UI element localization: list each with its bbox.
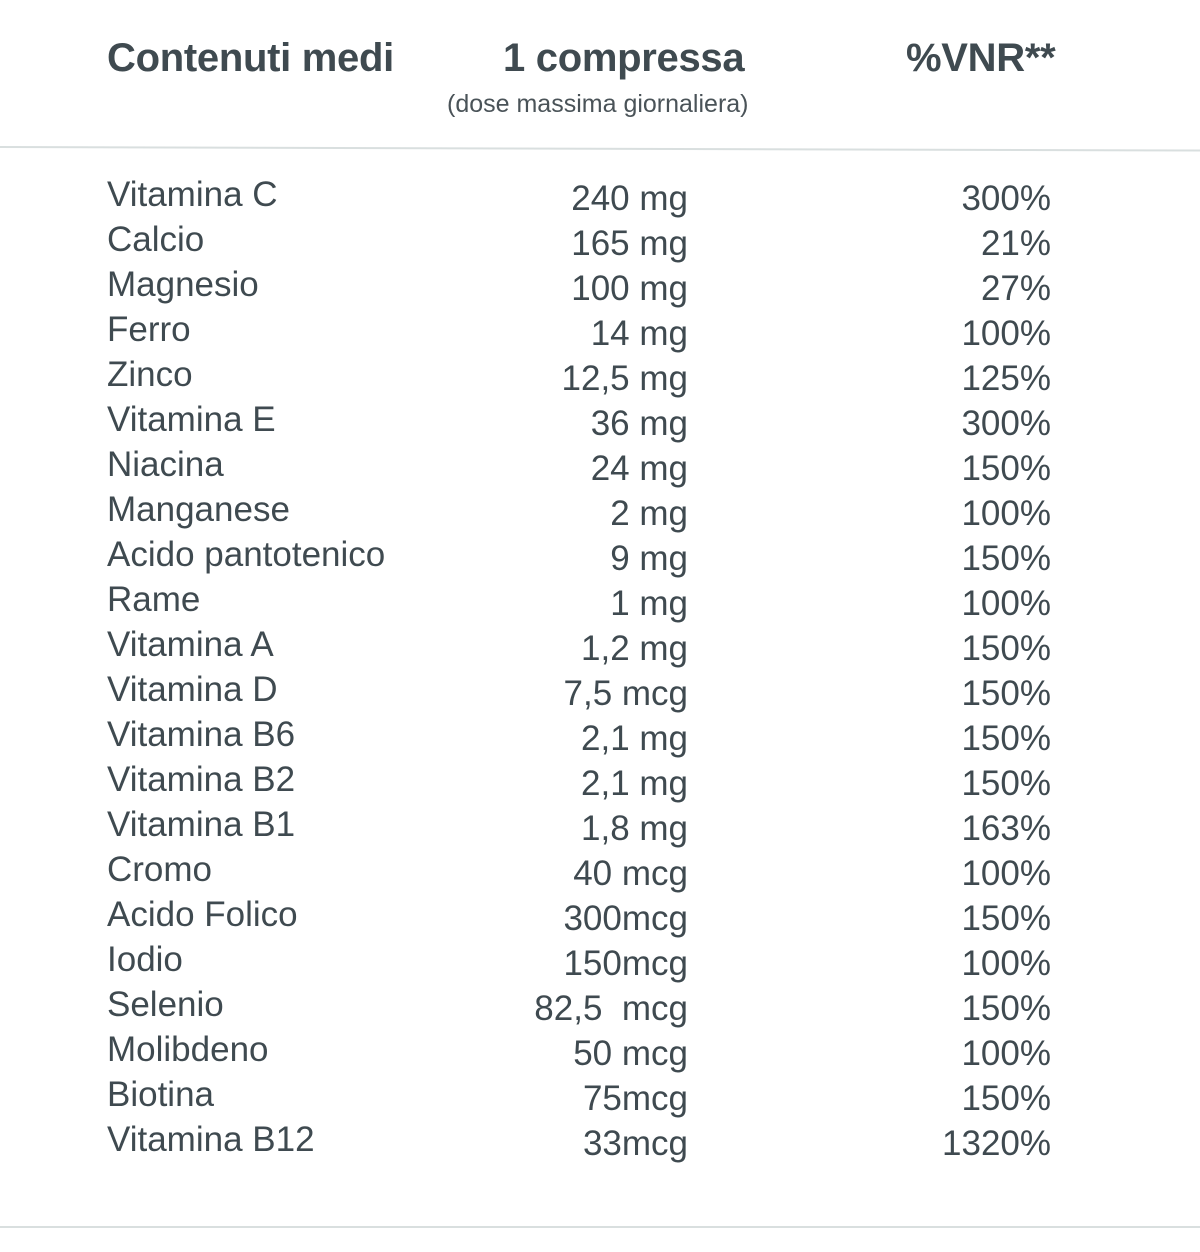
nutrient-vnr: 150% (961, 764, 1051, 803)
nutrient-vnr: 100% (961, 314, 1051, 353)
table-row (0, 487, 1200, 532)
nutrient-amount: 82,5 mcg (534, 989, 688, 1028)
nutrient-amount: 2 mg (610, 494, 688, 533)
nutrient-amount: 14 mg (590, 314, 688, 353)
table-bottom-divider (0, 1226, 1200, 1228)
nutrient-amount: 36 mg (590, 404, 688, 443)
nutrient-vnr: 100% (961, 854, 1051, 893)
table-row (0, 1072, 1200, 1117)
nutrient-amount: 12,5 mg (561, 359, 688, 398)
nutrient-vnr: 100% (961, 494, 1051, 533)
column-header-amount: 1 compressa (503, 36, 745, 80)
nutrient-vnr: 100% (961, 584, 1051, 623)
nutrient-vnr: 150% (961, 629, 1051, 668)
table-row (0, 397, 1200, 442)
table-row (0, 1027, 1200, 1072)
table-row (0, 892, 1200, 937)
nutrient-name: Biotina (107, 1075, 215, 1114)
nutrient-vnr: 125% (961, 359, 1051, 398)
nutrient-amount: 300mcg (563, 899, 688, 938)
nutrient-name: Vitamina C (107, 175, 278, 214)
table-row (0, 307, 1200, 352)
nutrient-vnr: 150% (961, 989, 1051, 1028)
nutrient-name: Vitamina E (107, 400, 276, 439)
table-row (0, 712, 1200, 757)
nutrient-amount: 240 mg (571, 179, 688, 218)
nutrient-vnr: 150% (961, 899, 1051, 938)
nutrient-amount: 9 mg (610, 539, 688, 578)
nutrient-amount: 100 mg (571, 269, 688, 308)
column-header-vnr: %VNR** (906, 36, 1056, 80)
nutrient-name: Niacina (107, 445, 224, 484)
nutrient-name: Acido pantotenico (107, 535, 386, 574)
nutrient-vnr: 150% (961, 1079, 1051, 1118)
nutrient-vnr: 21% (980, 224, 1051, 263)
nutrient-amount: 150mcg (563, 944, 688, 983)
nutrient-name: Ferro (107, 310, 191, 349)
nutrient-vnr: 1320% (942, 1124, 1051, 1163)
table-row (0, 847, 1200, 892)
nutrient-name: Vitamina B6 (107, 715, 296, 754)
nutrient-name: Magnesio (107, 265, 259, 304)
nutrient-vnr: 27% (980, 269, 1051, 308)
nutrient-amount: 40 mcg (573, 854, 688, 893)
nutrient-amount: 2,1 mg (581, 764, 688, 803)
nutrient-amount: 165 mg (571, 224, 688, 263)
nutrient-vnr: 150% (961, 449, 1051, 488)
nutrient-vnr: 150% (961, 719, 1051, 758)
table-row (0, 262, 1200, 307)
table-row (0, 352, 1200, 397)
nutrient-name: Vitamina D (107, 670, 278, 709)
nutrient-amount: 2,1 mg (581, 719, 688, 758)
nutrient-name: Calcio (107, 220, 205, 259)
nutrient-amount: 1,8 mg (581, 809, 688, 848)
table-header (0, 0, 1200, 150)
nutrient-amount: 50 mcg (573, 1034, 688, 1073)
nutrient-amount: 1 mg (610, 584, 688, 623)
table-row (0, 622, 1200, 667)
nutrient-vnr: 150% (961, 674, 1051, 713)
table-row (0, 982, 1200, 1027)
nutrient-name: Vitamina B1 (107, 805, 296, 844)
nutrient-name: Cromo (107, 850, 213, 889)
table-row (0, 757, 1200, 802)
nutrient-name: Selenio (107, 985, 224, 1024)
nutrient-amount: 7,5 mcg (563, 674, 688, 713)
nutrient-name: Manganese (107, 490, 290, 529)
column-header-amount-subtitle: (dose massima giornaliera) (447, 90, 749, 118)
table-row (0, 532, 1200, 577)
nutrient-amount: 24 mg (590, 449, 688, 488)
table-row (0, 217, 1200, 262)
nutrient-vnr: 150% (961, 539, 1051, 578)
column-header-content: Contenuti medi (107, 36, 394, 80)
nutrient-name: Zinco (107, 355, 193, 394)
nutrient-vnr: 300% (961, 179, 1051, 218)
nutrient-name: Iodio (107, 940, 183, 979)
nutrient-name: Vitamina B12 (107, 1120, 315, 1159)
nutrient-amount: 1,2 mg (581, 629, 688, 668)
nutrient-vnr: 100% (961, 944, 1051, 983)
table-row (0, 802, 1200, 847)
nutrient-vnr: 300% (961, 404, 1051, 443)
table-row (0, 937, 1200, 982)
table-row (0, 1117, 1200, 1162)
nutrient-name: Rame (107, 580, 201, 619)
table-row (0, 172, 1200, 217)
table-row (0, 667, 1200, 712)
nutrient-table-body (0, 172, 1200, 1162)
table-row (0, 577, 1200, 622)
nutrient-name: Molibdeno (107, 1030, 269, 1069)
nutrient-vnr: 163% (961, 809, 1051, 848)
nutrient-name: Vitamina A (107, 625, 274, 664)
table-row (0, 442, 1200, 487)
nutrient-amount: 75mcg (582, 1079, 688, 1118)
nutrient-name: Acido Folico (107, 895, 298, 934)
nutrient-name: Vitamina B2 (107, 760, 296, 799)
nutrient-vnr: 100% (961, 1034, 1051, 1073)
nutrient-amount: 33mcg (582, 1124, 688, 1163)
